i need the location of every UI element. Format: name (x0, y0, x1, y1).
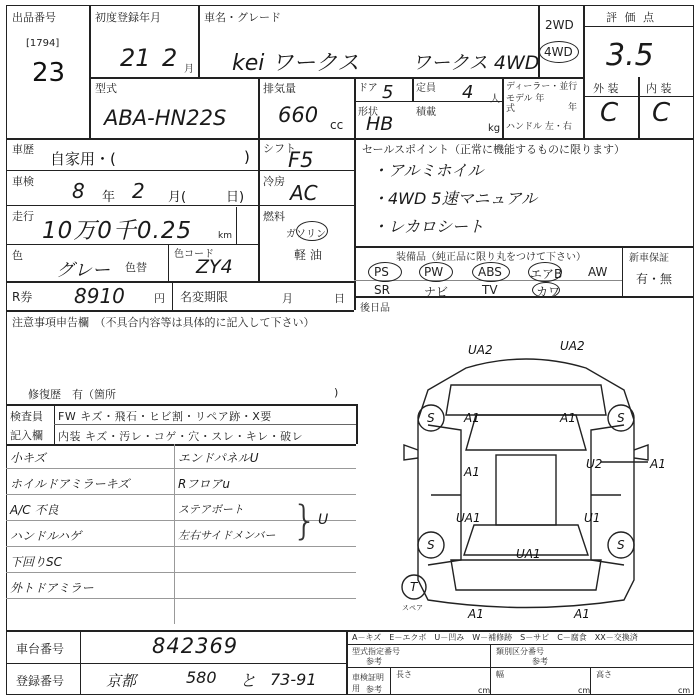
divider (174, 444, 175, 624)
ref-label-3: 参考 (366, 685, 382, 694)
divider (172, 281, 173, 310)
ref-label-2: 参考 (532, 657, 548, 666)
divider (583, 26, 694, 27)
new-car-label: 新車保証 (629, 253, 669, 264)
handle-label: ハンドル 左・右 (506, 122, 572, 132)
damage-mark: A1 (574, 607, 590, 621)
fuel-diesel: 軽 油 (294, 248, 322, 262)
chassis-label: 車台番号 (16, 642, 65, 656)
divider (198, 5, 200, 77)
remark-left: 外トドアミラー (10, 581, 94, 595)
damage-mark: A1 (468, 607, 484, 621)
history-value: 自家用・( (50, 150, 116, 168)
mileage-value: 10万0千0.25 (42, 218, 193, 244)
damage-mark: S (427, 538, 435, 552)
remark-left: ホイルドアミラーキズ (10, 477, 130, 491)
damage-mark: S (427, 411, 435, 425)
divider (6, 138, 694, 140)
remark-right: ステアボート (178, 503, 244, 516)
name-change-label: 名変期限 (180, 290, 229, 304)
payload-label: 積載 (416, 107, 436, 118)
remark-left: ハンドルハゲ (10, 529, 82, 543)
divider (346, 667, 694, 668)
equip-abs: ABS (478, 265, 502, 279)
displacement-label: 排気量 (263, 82, 296, 95)
capacity-unit: 人 (490, 94, 500, 105)
divider (6, 205, 354, 206)
model: ABA-HN22S (104, 106, 227, 130)
damage-mark: S (617, 538, 625, 552)
exterior-label: 外 装 (593, 82, 619, 95)
damage-mark: U1 (584, 511, 601, 525)
repair-close: ) (334, 386, 339, 399)
reg-kana: と (240, 671, 257, 690)
inspection-year: 8 (72, 179, 85, 203)
month-unit-2: 月( (168, 190, 187, 205)
divider (236, 207, 237, 244)
divider (390, 667, 391, 695)
day-unit: 日) (226, 190, 245, 205)
first-reg-label: 初度登録年月 (95, 11, 161, 24)
color-code: ZY4 (196, 256, 233, 278)
divider (80, 630, 81, 695)
score-label: 評 価 点 (606, 11, 656, 24)
inspector-label-2: 記入欄 (10, 429, 43, 442)
equip-sr: SR (374, 283, 390, 297)
equip-pw: PW (424, 265, 444, 279)
damage-mark: S (617, 411, 625, 425)
remark-right: 左右サイドメンバー (178, 529, 276, 542)
class-label: 類別区分番号 (496, 647, 544, 656)
remark-left: 小キズ (10, 451, 46, 465)
damage-mark: A1 (464, 411, 480, 425)
shift-value: F5 (288, 148, 314, 172)
damage-mark: UA2 (560, 339, 585, 353)
body: HB (366, 113, 394, 135)
cert-label: 型式指定番号 (352, 647, 400, 656)
car-diagram (356, 310, 694, 628)
color-change-label: 色替 (125, 261, 147, 274)
year-unit: 年 (568, 103, 578, 113)
sales-points-label: セールスポイント（正常に機能するものに限ります） (362, 143, 626, 156)
divider (6, 444, 356, 446)
interior-label: 内 装 (646, 82, 672, 95)
equip-leather: カワ (536, 285, 561, 299)
spare-label: スペア (402, 604, 423, 612)
history-label: 車歴 (12, 143, 34, 156)
model-year-label: モデル 年式 (506, 94, 545, 114)
recycle-value: 8910 (74, 284, 125, 308)
height-label: 高さ (596, 670, 612, 679)
warranty: 有・無 (636, 272, 673, 286)
fuel-gasoline: ガソリン (286, 229, 326, 240)
divider (412, 77, 414, 101)
divider (6, 663, 346, 664)
divider (258, 77, 260, 138)
divider (502, 77, 504, 138)
kg-unit: kg (488, 123, 501, 134)
cm-unit-3: cm (678, 686, 691, 695)
equip-tv: TV (482, 283, 498, 297)
divider (54, 424, 356, 425)
mileage-label: 走行 (12, 210, 34, 223)
dealer-label: ディーラー・並行 (506, 82, 578, 92)
body-label: 形状 (358, 107, 378, 118)
divider (6, 572, 356, 573)
remark-bracket-icon: } (292, 498, 318, 544)
yen-unit: 円 (154, 292, 165, 305)
ref-label: 参考 (366, 657, 382, 666)
after-label: 後日品 (360, 303, 390, 314)
ac-value: AC (290, 181, 318, 205)
divider (6, 468, 356, 469)
reg-area: 京都 (106, 672, 137, 690)
ac-label: 冷房 (263, 175, 285, 188)
sales-point-item: ・アルミホイル (372, 161, 484, 180)
first-reg-year: 21 (120, 44, 151, 72)
chassis-value: 842369 (152, 634, 239, 658)
sales-point-item: ・4WD 5速マニュアル (372, 189, 537, 208)
capacity: 4 (462, 82, 474, 103)
first-reg-month: 2 (162, 44, 178, 72)
divider (354, 138, 356, 310)
model-label: 型式 (95, 82, 117, 95)
month-short: 月 (282, 292, 293, 305)
divider (346, 644, 694, 645)
grade: ワークス 4WD (412, 52, 540, 74)
sales-point-item: ・レカロシート (372, 217, 485, 236)
inspector-row1: FW キズ・飛石・ヒビ割・リペア跡・X要 (58, 410, 272, 423)
color-value: グレー (56, 260, 110, 281)
equip-ps: PS (374, 265, 389, 279)
color-label: 色 (12, 249, 23, 262)
remark-left: A/C 不良 (10, 503, 59, 517)
capacity-label: 定員 (416, 83, 436, 94)
drive-4wd: 4WD (544, 45, 573, 59)
inspector-label: 検査員 (10, 410, 43, 423)
divider (346, 630, 348, 695)
damage-mark: A1 (650, 457, 666, 471)
exterior-grade: C (600, 98, 619, 128)
remark-right: エンドパネルU (178, 451, 259, 465)
divider (490, 644, 491, 667)
door-label: ドア (358, 83, 378, 94)
damage-mark: U2 (586, 457, 603, 471)
damage-mark: UA1 (516, 547, 541, 561)
doors: 5 (382, 82, 394, 103)
inspection-month: 2 (132, 179, 145, 203)
width-label: 幅 (496, 670, 504, 679)
history-close: ) (244, 148, 250, 166)
inspector-row2: 内装 キズ・汚レ・コゲ・穴・スレ・キレ・破レ (58, 430, 304, 443)
inspection-label: 車検 (12, 175, 34, 188)
divider (6, 404, 356, 406)
damage-mark: UA2 (468, 343, 493, 357)
day-short: 日 (334, 292, 345, 305)
divider (6, 598, 356, 599)
divider (354, 296, 694, 298)
damage-mark: UA1 (456, 511, 481, 525)
drive-2wd: 2WD (545, 18, 574, 32)
year-unit-2: 年 (102, 190, 116, 205)
legend: A－キズ E－エクボ U－凹み W－補修跡 S－サビ C－腐食 XX－交換済 (352, 633, 638, 642)
color-code-label: 色コード (174, 249, 214, 260)
divider (6, 494, 356, 495)
cm-unit-2: cm (578, 686, 591, 695)
car-name: kei ワークス (232, 51, 360, 76)
equip-navi: ナビ (424, 285, 449, 299)
divider (6, 546, 356, 547)
reg-number: 73-91 (270, 670, 317, 689)
damage-mark: T (410, 580, 418, 594)
remark-bracket: U (318, 512, 329, 528)
divider (258, 138, 260, 281)
interior-grade: C (652, 98, 671, 128)
cc-unit: cc (330, 118, 344, 132)
remark-right: Rフロアu (178, 477, 230, 491)
shift-label: シフト (263, 142, 296, 155)
notes-label: 注意事項申告欄 （不具合内容等は具体的に記入して下さい） (12, 316, 315, 329)
divider (638, 77, 640, 138)
length-label: 長さ (396, 670, 412, 679)
divider (622, 246, 623, 296)
lot-label: 出品番号 (12, 11, 56, 24)
lot-sub: [1794] (26, 38, 60, 49)
repair-label: 修復歴 有（箇所 (28, 388, 116, 401)
divider (6, 310, 354, 312)
reg-label: 登録番号 (16, 674, 65, 688)
damage-mark: A1 (560, 411, 576, 425)
damage-mark: A1 (464, 465, 480, 479)
divider (354, 77, 356, 138)
displacement: 660 (278, 103, 319, 127)
km-unit: km (218, 231, 232, 241)
size-label: 車検証明用 (352, 673, 384, 693)
recycle-label: R券 (12, 290, 33, 304)
remark-left: 下回りSC (10, 555, 62, 569)
lot-number: 23 (32, 58, 66, 88)
equip-aw: AW (588, 265, 608, 279)
equip-airbag: エアB (530, 267, 563, 281)
reg-class: 580 (186, 668, 217, 687)
equipment-label: 装備品（純正品に限り丸をつけて下さい） (396, 252, 586, 263)
divider (89, 5, 91, 138)
fuel-label: 燃料 (263, 210, 285, 223)
cm-unit: cm (478, 686, 491, 695)
car-name-label: 車名・グレード (204, 11, 281, 24)
score: 3.5 (606, 38, 654, 73)
divider (583, 5, 585, 138)
divider (354, 101, 502, 102)
month-unit: 月 (184, 64, 194, 75)
divider (168, 245, 169, 281)
